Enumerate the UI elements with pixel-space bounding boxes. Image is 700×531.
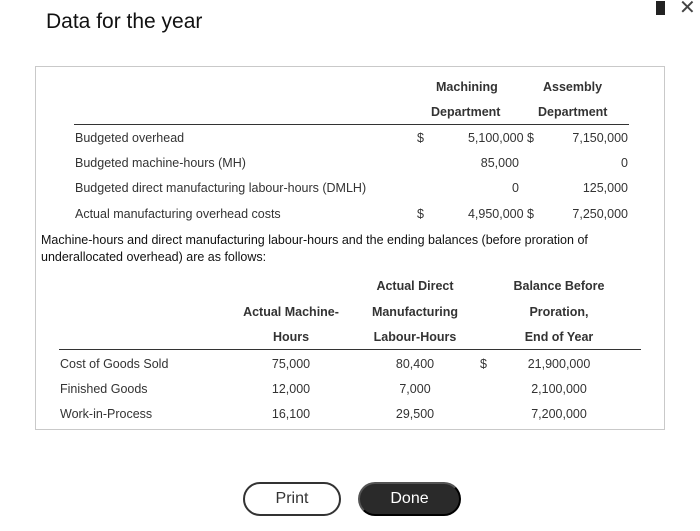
col-header-balance: Balance Before: [513, 279, 605, 293]
done-button[interactable]: Done: [358, 482, 461, 516]
close-icon[interactable]: ✕: [679, 0, 696, 19]
assembly-value: 7,250,000: [572, 207, 628, 221]
currency: $: [480, 357, 487, 371]
header-rule: [74, 124, 629, 125]
direct-labour-value: 80,400: [395, 357, 435, 371]
machining-value: 0: [512, 181, 519, 195]
col-header-balance-3: End of Year: [524, 330, 594, 344]
row-label: Actual manufacturing overhead costs: [75, 207, 281, 221]
direct-labour-value: 29,500: [395, 407, 435, 421]
col-header-machining-dept: Department: [431, 105, 501, 119]
row-label: Cost of Goods Sold: [60, 357, 169, 371]
row-label: Finished Goods: [60, 382, 148, 396]
header-rule-2: [59, 349, 641, 350]
col-header-assembly-dept: Department: [538, 105, 608, 119]
col-header-machine-hours: Actual Machine-: [243, 305, 339, 319]
row-label: Budgeted machine-hours (MH): [75, 156, 246, 170]
assembly-value: 0: [621, 156, 628, 170]
col-header-machining: Machining: [436, 80, 498, 94]
direct-labour-value: 7,000: [399, 382, 431, 396]
balance-value: 21,900,000: [527, 357, 591, 371]
row-label: Budgeted overhead: [75, 131, 185, 145]
machine-hours-value: 75,000: [271, 357, 311, 371]
row-label: Work-in-Process: [60, 407, 153, 421]
col-header-direct-labour: Actual Direct: [376, 279, 454, 293]
assembly-value: 7,150,000: [572, 131, 628, 145]
row-label: Budgeted direct manufacturing labour-hours (DMLH): [75, 181, 367, 195]
col-header-direct-labour-2: Manufacturing: [371, 305, 459, 319]
machining-value: 85,000: [480, 156, 519, 170]
description-line-1: Machine-hours and direct manufacturing labour-hours and the ending balances (before proration of: [41, 233, 588, 247]
machine-hours-value: 12,000: [271, 382, 311, 396]
page-title: Data for the year: [46, 10, 203, 33]
col-header-balance-2: Proration,: [529, 305, 589, 319]
currency: $: [417, 207, 424, 221]
machining-value: 5,100,000 $: [467, 131, 534, 145]
assembly-value: 125,000: [582, 181, 628, 195]
col-header-direct-labour-3: Labour-Hours: [373, 330, 457, 344]
currency: $: [417, 131, 424, 145]
balance-value: 7,200,000: [531, 407, 587, 421]
data-panel: [35, 66, 665, 430]
balance-value: 2,100,000: [531, 382, 587, 396]
description-line-2: underallocated overhead) are as follows:: [41, 250, 267, 264]
machining-value: 4,950,000 $: [467, 207, 534, 221]
col-header-machine-hours-2: Hours: [272, 330, 310, 344]
minimize-icon[interactable]: [656, 1, 665, 15]
col-header-assembly: Assembly: [543, 80, 603, 94]
print-button[interactable]: Print: [243, 482, 341, 516]
machine-hours-value: 16,100: [271, 407, 311, 421]
